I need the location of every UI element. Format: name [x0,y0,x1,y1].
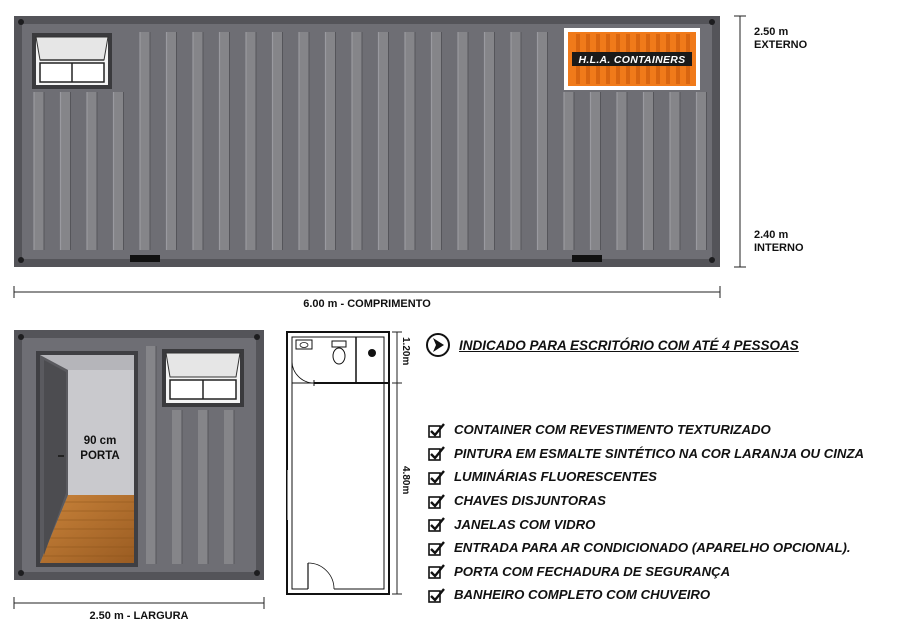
door-dimension-label [70,434,130,464]
front-window [162,349,244,407]
checkbox-checked-icon [428,493,446,509]
corrugation-rib [538,32,548,250]
feature-text: LUMINÁRIAS FLUORESCENTES [454,469,657,485]
front-view-container [14,330,264,580]
checkbox-checked-icon [428,540,446,556]
bathroom-depth-label: 1.20m [400,337,411,366]
corrugation-rib [697,92,707,250]
feature-list [428,418,898,607]
width-label: 2.50 m - LARGURA [89,610,189,622]
door-caption: PORTA [80,450,120,462]
checkbox-checked-icon [428,563,446,579]
feature-text: CHAVES DISJUNTORAS [454,493,606,509]
height-internal-value: 2.40 m [754,229,789,241]
corner-casting [709,257,715,263]
feature-item [428,442,898,466]
plan-dimension-lines [392,332,402,594]
corrugation-rib [352,32,362,250]
checkbox-checked-icon [428,516,446,532]
headline-text: INDICADO PARA ESCRITÓRIO COM ATÉ 4 PESSOAS [459,337,799,353]
corrugation-rib [379,32,389,250]
checkbox-checked-icon [428,587,446,603]
corrugation-rib [670,92,680,250]
corrugation-rib [87,92,97,250]
side-window [32,33,112,89]
corrugation-rib [193,32,203,250]
corner-casting [18,257,24,263]
corrugation-rib [326,32,336,250]
forklift-pocket [572,255,602,262]
corrugation-rib [61,92,71,250]
checkbox-checked-icon [428,469,446,485]
height-external-label [754,26,807,52]
corrugation-rib [140,32,150,250]
corrugation-rib [34,92,44,250]
feature-text: BANHEIRO COMPLETO COM CHUVEIRO [454,587,711,603]
corrugation-rib [432,32,442,250]
feature-item [428,560,898,584]
corrugation-rib [172,410,182,564]
corrugation-rib [167,32,177,250]
corrugation-rib [246,32,256,250]
height-external-caption: EXTERNO [754,39,808,51]
feature-text: JANELAS COM VIDRO [454,516,596,532]
headline [425,332,825,358]
plan-length-label: 4.80m [400,466,411,495]
corner-casting [709,19,715,25]
feature-item [428,418,898,442]
checkbox-checked-icon [428,445,446,461]
corrugation-rib [511,32,521,250]
height-internal-caption: INTERNO [754,242,804,254]
corrugation-rib [114,92,124,250]
feature-item [428,512,898,536]
corrugation-rib [224,410,234,564]
corrugation-rib [299,32,309,250]
feature-text: CONTAINER COM REVESTIMENTO TEXTURIZADO [454,422,771,438]
corner-casting [18,19,24,25]
feature-text: ENTRADA PARA AR CONDICIONADO (APARELHO OPCIONAL). [454,540,851,556]
corrugation-rib [146,346,156,564]
feature-text: PORTA COM FECHADURA DE SEGURANÇA [454,563,731,579]
length-label: 6.00 m - COMPRIMENTO [303,298,431,310]
corrugation-rib [273,32,283,250]
floor-plan [287,332,389,594]
corrugation-rib [564,92,574,250]
corrugation-rib [591,92,601,250]
corrugation-rib [617,92,627,250]
corrugation-rib [458,32,468,250]
checkbox-checked-icon [428,422,446,438]
height-external-value: 2.50 m [754,26,789,38]
feature-item [428,583,898,607]
corrugation-rib [644,92,654,250]
feature-item [428,465,898,489]
forklift-pocket [130,255,160,262]
brand-text: H.L.A. CONTAINERS [578,54,686,66]
height-internal-label [754,229,804,255]
corrugation-rib [485,32,495,250]
feature-item [428,489,898,513]
feature-item [428,536,898,560]
front-dimension-line [14,597,264,609]
feature-text: PINTURA EM ESMALTE SINTÉTICO NA COR LARANJA OU CINZA [454,445,865,461]
corrugation-rib [405,32,415,250]
corrugation-rib [198,410,208,564]
door-width-value: 90 cm [83,435,117,447]
corrugation-rib [220,32,230,250]
